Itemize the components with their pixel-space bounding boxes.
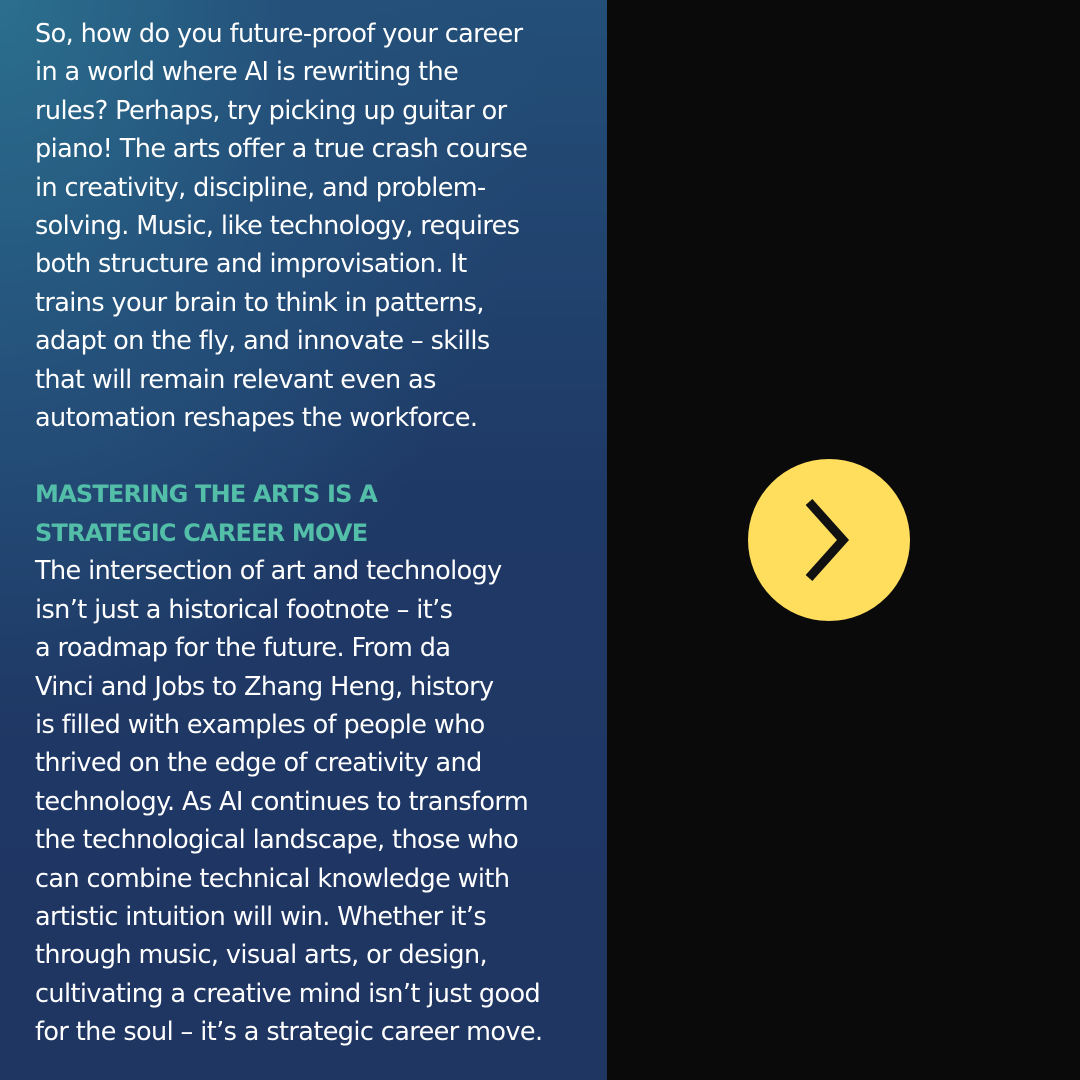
intro-paragraph: So, how do you future-proof your career in a world where AI is rewriting the rules? Perhaps, try picking up guitar or piano! The arts offer a true crash course in creativity, discipline, and problem- solving. Music, like technology, requires both structure and improvisation. It trains your brain to think in patterns, adapt on the fly, and innovate – skills that will remain relevant even as automation reshapes the workforce. (35, 19, 528, 434)
section-heading: MASTERING THE ARTS IS A STRATEGIC CAREER MOVE (35, 480, 377, 547)
section-paragraph: The intersection of art and technology isn’t just a historical footnote – it’s a roadmap for the future. From da Vinci and Jobs to Zhang Heng, history is filled with examples of people who thrived on the edge of creativity and technology. As AI continues to transform the technological landscape, those who can combine technical knowledge with artistic intuition will win. Whether it’s through music, visual arts, or design, cultivating a creative mind isn’t just good for the soul – it’s a strategic career move. (35, 556, 543, 1048)
next-button[interactable] (748, 459, 910, 621)
chevron-right-icon (794, 495, 864, 585)
navigation-panel (607, 0, 1080, 1080)
